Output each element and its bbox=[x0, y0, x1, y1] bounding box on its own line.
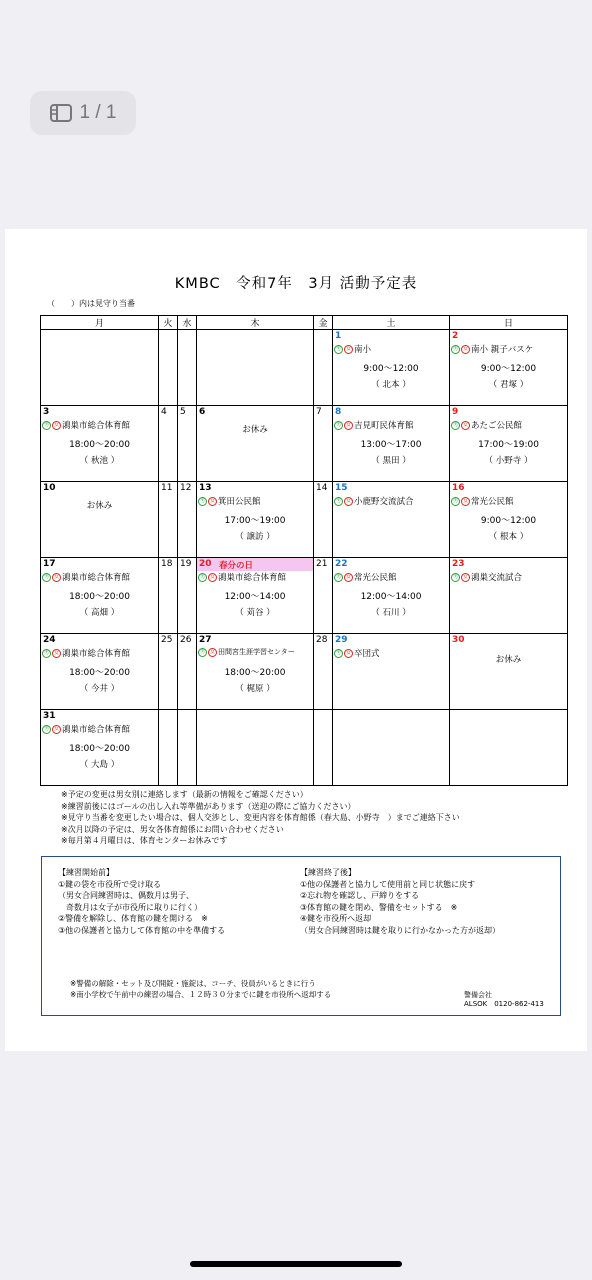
boys-mark: 男 bbox=[199, 574, 205, 580]
venue: 田間宮生涯学習センター bbox=[218, 648, 295, 656]
day-cell bbox=[333, 482, 450, 558]
end-procedures bbox=[300, 867, 500, 936]
time: 13:00〜17:00 bbox=[360, 440, 422, 450]
venue: 南小 bbox=[354, 345, 372, 355]
end-line: ④鍵を市役所へ返却 bbox=[300, 914, 372, 923]
day-cell bbox=[159, 406, 178, 482]
day-cell bbox=[314, 330, 333, 406]
day-cell bbox=[333, 634, 450, 710]
day-cell bbox=[333, 558, 450, 634]
day-cell bbox=[450, 406, 568, 482]
day-cell bbox=[197, 634, 314, 710]
end-heading: 【練習終了後】 bbox=[300, 868, 356, 877]
duty-person: （ 大島 ） bbox=[79, 760, 120, 770]
day-number: 20 bbox=[199, 559, 212, 569]
girls-mark: 女 bbox=[209, 498, 215, 504]
girls-mark: 女 bbox=[345, 498, 351, 504]
time: 18:00〜20:00 bbox=[69, 744, 130, 754]
page-counter: 1 / 1 bbox=[79, 102, 117, 123]
day-number: 19 bbox=[180, 559, 192, 569]
day-number: 12 bbox=[180, 483, 192, 493]
procedure-box bbox=[41, 856, 561, 1016]
day-cell bbox=[41, 482, 159, 558]
day-cell bbox=[197, 406, 314, 482]
day-cell bbox=[178, 710, 197, 786]
day-cell bbox=[450, 482, 568, 558]
weekday-sun: 日 bbox=[450, 316, 568, 330]
end-line: （男女合同練習時は鍵を取りに行かなかった方が返却） bbox=[300, 925, 500, 935]
day-number: 27 bbox=[199, 635, 212, 645]
boys-mark: 男 bbox=[452, 498, 458, 504]
holiday-banner bbox=[197, 558, 313, 571]
duty-person: （ 石川 ） bbox=[371, 608, 411, 618]
time: 17:00〜19:00 bbox=[224, 516, 286, 526]
day-cell bbox=[178, 634, 197, 710]
day-cell bbox=[178, 330, 197, 406]
duty-person: （ 高畑 ） bbox=[79, 608, 120, 618]
venue: あたご公民館 bbox=[471, 421, 523, 431]
day-cell bbox=[159, 634, 178, 710]
day-cell bbox=[159, 482, 178, 558]
day-number: 17 bbox=[43, 559, 56, 569]
notes-list bbox=[61, 789, 460, 847]
time: 9:00〜12:00 bbox=[480, 516, 537, 526]
footer-note: ※南小学校で午前中の練習の場合、１２時３０分までに鍵を市役所へ返却する bbox=[70, 990, 332, 999]
day-number: 1 bbox=[335, 331, 342, 341]
day-cell bbox=[41, 710, 159, 786]
end-line: ①他の保護者と協力して使用前と同じ状態に戻す bbox=[300, 879, 476, 889]
time: 17:00〜19:00 bbox=[478, 440, 539, 450]
venue: 鴻巣市総合体育館 bbox=[218, 573, 287, 583]
start-line: ③他の保護者と協力して体育館の中を準備する bbox=[58, 925, 226, 935]
day-number: 31 bbox=[43, 711, 56, 721]
girls-mark: 女 bbox=[462, 574, 468, 580]
girls-mark: 女 bbox=[462, 346, 468, 352]
day-number: 2 bbox=[452, 331, 459, 341]
girls-mark: 女 bbox=[345, 574, 351, 580]
start-procedures bbox=[58, 867, 225, 936]
page-indicator[interactable] bbox=[30, 91, 136, 135]
doc-title: KMBC 令和7年 3月 活動予定表 bbox=[174, 276, 418, 292]
day-number: 29 bbox=[335, 635, 348, 645]
day-number: 26 bbox=[180, 635, 192, 645]
document-page bbox=[5, 229, 587, 1051]
time: 18:00〜20:00 bbox=[69, 668, 130, 678]
note-line: ※次月以降の予定は、男女各体育館係にお問い合わせください bbox=[61, 824, 284, 834]
calendar-table bbox=[40, 315, 568, 786]
holiday-name: 春分の日 bbox=[219, 561, 254, 571]
day-number: 3 bbox=[43, 407, 50, 417]
day-number: 30 bbox=[452, 635, 465, 645]
venue: 南小 親子バスケ bbox=[471, 345, 534, 355]
day-cell bbox=[197, 330, 314, 406]
day-number: 8 bbox=[335, 407, 342, 417]
time: 12:00〜14:00 bbox=[224, 592, 286, 602]
start-line: ①鍵の袋を市役所で受け取る bbox=[58, 879, 162, 889]
venue: 卒団式 bbox=[354, 649, 380, 659]
boys-mark: 男 bbox=[43, 422, 49, 428]
home-indicator[interactable] bbox=[190, 1261, 402, 1267]
boys-mark: 男 bbox=[335, 574, 341, 580]
day-number: 10 bbox=[43, 483, 56, 493]
day-number: 5 bbox=[180, 407, 186, 417]
day-number: 23 bbox=[452, 559, 465, 569]
venue: 鴻巣市総合体育館 bbox=[62, 573, 131, 583]
footer-notes bbox=[70, 978, 331, 1000]
day-cell bbox=[41, 634, 159, 710]
day-number: 16 bbox=[452, 483, 465, 493]
day-cell bbox=[197, 482, 314, 558]
page-list-icon bbox=[50, 104, 72, 122]
girls-mark: 女 bbox=[345, 346, 351, 352]
venue: 常光公民館 bbox=[354, 573, 397, 583]
start-line: （男女合同練習時は、偶数月は男子、 bbox=[58, 891, 194, 900]
day-cell bbox=[41, 330, 159, 406]
day-cell bbox=[450, 710, 568, 786]
day-number: 15 bbox=[335, 483, 348, 493]
duty-person: （ 苅谷 ） bbox=[235, 608, 275, 618]
day-number: 14 bbox=[316, 483, 328, 493]
day-cell bbox=[314, 710, 333, 786]
day-number: 24 bbox=[43, 635, 56, 645]
weekday-sat: 土 bbox=[333, 316, 450, 330]
security-info bbox=[464, 991, 544, 1009]
girls-mark: 女 bbox=[462, 498, 468, 504]
duty-person: （ 黒田 ） bbox=[371, 456, 411, 466]
girls-mark: 女 bbox=[53, 574, 59, 580]
duty-person: （ 今井 ） bbox=[79, 684, 120, 694]
day-number: 6 bbox=[199, 407, 206, 417]
time: 9:00〜12:00 bbox=[480, 364, 537, 374]
day-cell bbox=[333, 406, 450, 482]
venue: 鴻巣市総合体育館 bbox=[62, 725, 131, 735]
girls-mark: 女 bbox=[209, 574, 215, 580]
weekday-mon: 月 bbox=[41, 316, 159, 330]
girls-mark: 女 bbox=[345, 422, 351, 428]
day-cell bbox=[450, 634, 568, 710]
duty-person: （ 北本 ） bbox=[371, 380, 411, 390]
footer-note: ※警備の解除・セット及び開錠・施錠は、コーチ、役員がいるときに行う bbox=[70, 979, 316, 988]
time: 12:00〜14:00 bbox=[360, 592, 422, 602]
girls-mark: 女 bbox=[462, 422, 468, 428]
boys-mark: 男 bbox=[452, 346, 458, 352]
start-heading: 【練習開始前】 bbox=[58, 868, 114, 877]
venue: 鴻巣市総合体育館 bbox=[62, 649, 131, 659]
girls-mark: 女 bbox=[345, 650, 351, 656]
day-cell bbox=[314, 482, 333, 558]
duty-person: （ 秋池 ） bbox=[79, 456, 120, 466]
day-number: 21 bbox=[316, 559, 328, 569]
weekday-wed: 水 bbox=[178, 316, 197, 330]
boys-mark: 男 bbox=[335, 422, 341, 428]
day-number: 25 bbox=[161, 635, 173, 645]
day-number: 28 bbox=[316, 635, 328, 645]
day-cell bbox=[178, 406, 197, 482]
venue: 鴻巣交流試合 bbox=[471, 573, 523, 583]
note-line: ※練習前後にはゴールの出し入れ等準備があります（送迎の際にご協力ください） bbox=[61, 801, 356, 811]
day-cell bbox=[314, 406, 333, 482]
duty-person: （ 根本 ） bbox=[488, 532, 529, 542]
girls-mark: 女 bbox=[209, 648, 215, 655]
day-number: 13 bbox=[199, 483, 212, 493]
boys-mark: 男 bbox=[452, 574, 458, 580]
day-number: 4 bbox=[161, 407, 167, 417]
girls-mark: 女 bbox=[53, 650, 59, 656]
time: 18:00〜20:00 bbox=[224, 668, 286, 678]
duty-person: （ 君塚 ） bbox=[488, 380, 529, 390]
time: 18:00〜20:00 bbox=[69, 592, 130, 602]
girls-mark: 女 bbox=[53, 422, 59, 428]
day-off: お休み bbox=[495, 655, 522, 665]
boys-mark: 男 bbox=[199, 648, 205, 655]
note-line: ※見守り当番を変更したい場合は、個人交渉とし、変更内容を体育館係（春大島、小野寺 ）までご連絡下さい bbox=[61, 813, 460, 822]
venue: 吉見町民体育館 bbox=[354, 421, 414, 431]
day-number: 18 bbox=[161, 559, 173, 569]
day-cell bbox=[314, 634, 333, 710]
boys-mark: 男 bbox=[335, 346, 341, 352]
day-cell bbox=[159, 558, 178, 634]
weekday-fri: 金 bbox=[314, 316, 333, 330]
weekday-tue: 火 bbox=[159, 316, 178, 330]
end-line: ②忘れ物を確認し、戸締りをする bbox=[300, 891, 420, 900]
time: 18:00〜20:00 bbox=[69, 440, 130, 450]
security-contact: ALSOK 0120-862-413 bbox=[464, 1000, 544, 1008]
end-line: ③体育館の鍵を閉め、警備をセットする ※ bbox=[300, 902, 458, 912]
day-off: お休み bbox=[86, 501, 113, 511]
boys-mark: 男 bbox=[43, 726, 49, 732]
venue: 常光公民館 bbox=[471, 497, 514, 507]
start-line: ②警備を解除し、体育館の鍵を開ける ※ bbox=[58, 914, 208, 923]
boys-mark: 男 bbox=[43, 650, 49, 656]
duty-person: （ 梶原 ） bbox=[235, 684, 275, 694]
day-number: 11 bbox=[161, 483, 173, 493]
boys-mark: 男 bbox=[335, 498, 341, 504]
duty-person: （ 譲訪 ） bbox=[235, 532, 275, 542]
boys-mark: 男 bbox=[452, 422, 458, 428]
venue: 鴻巣市総合体育館 bbox=[62, 421, 131, 431]
day-cell bbox=[197, 710, 314, 786]
day-cell bbox=[333, 330, 450, 406]
legend-note: （ ）内は見守り当番 bbox=[47, 299, 135, 308]
day-number: 7 bbox=[316, 407, 322, 417]
day-cell bbox=[159, 330, 178, 406]
day-cell bbox=[178, 558, 197, 634]
day-cell bbox=[450, 330, 568, 406]
day-cell bbox=[314, 558, 333, 634]
weekday-thu: 木 bbox=[197, 316, 314, 330]
girls-mark: 女 bbox=[53, 726, 59, 732]
boys-mark: 男 bbox=[199, 498, 205, 504]
day-cell bbox=[333, 710, 450, 786]
day-cell bbox=[41, 558, 159, 634]
day-off: お休み bbox=[242, 425, 268, 435]
day-cell bbox=[197, 558, 314, 634]
note-line: ※毎月第４月曜日は、体育センターお休みです bbox=[61, 836, 228, 845]
day-number: 9 bbox=[452, 407, 459, 417]
day-cell bbox=[178, 482, 197, 558]
time: 9:00〜12:00 bbox=[363, 364, 419, 374]
note-line: ※予定の変更は男女別に連絡します（最新の情報をご確認ください） bbox=[61, 790, 308, 799]
day-cell bbox=[159, 710, 178, 786]
start-line: 奇数月は女子が市役所に取りに行く） bbox=[58, 902, 202, 912]
venue: 箕田公民館 bbox=[218, 497, 261, 507]
day-cell bbox=[450, 558, 568, 634]
boys-mark: 男 bbox=[43, 574, 49, 580]
day-cell bbox=[41, 406, 159, 482]
security-label: 警備会社 bbox=[464, 991, 492, 999]
duty-person: （ 小野寺 ） bbox=[484, 456, 533, 466]
day-number: 22 bbox=[335, 559, 348, 569]
venue: 小鹿野交流試合 bbox=[354, 497, 414, 507]
boys-mark: 男 bbox=[335, 650, 341, 656]
